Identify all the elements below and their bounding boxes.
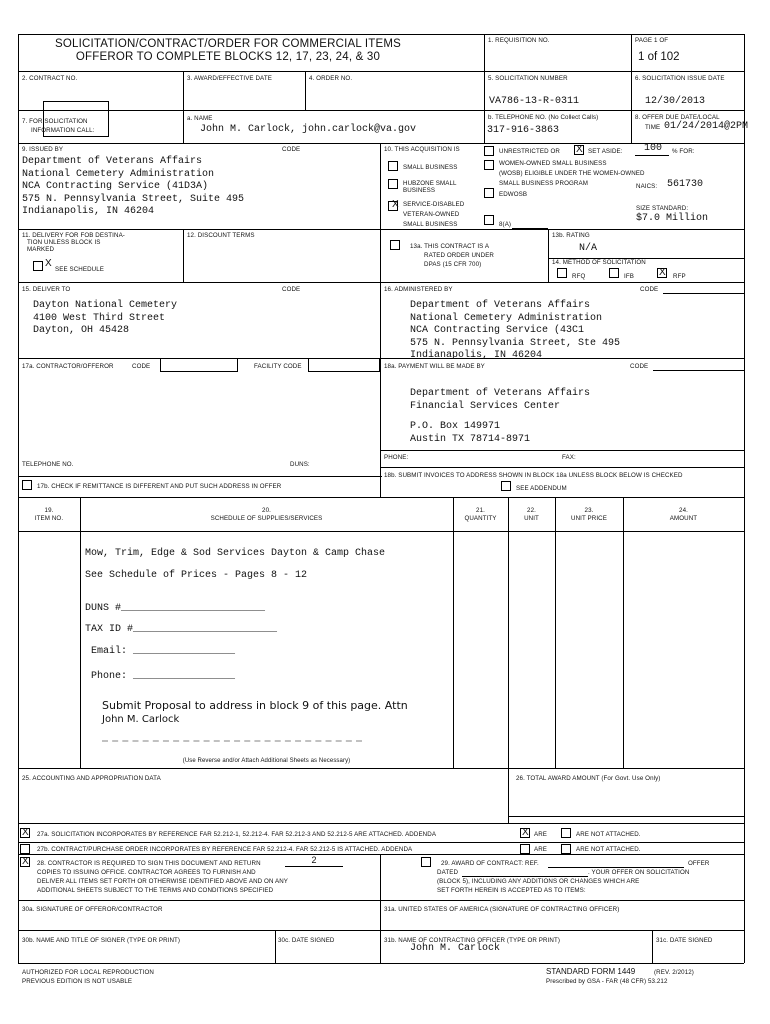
remittance-checkbox[interactable] bbox=[22, 480, 32, 490]
clause-27a-are-check-mark: X bbox=[522, 827, 529, 838]
sdvosb-label-2: VETERAN-OWNED bbox=[403, 211, 460, 218]
order-no-label: 4. ORDER NO. bbox=[309, 75, 353, 82]
col-unit-price-header: UNIT PRICE bbox=[571, 515, 607, 522]
prescribed-by: Prescribed by GSA - FAR (48 CFR) 53.212 bbox=[546, 978, 668, 985]
edwosb-checkbox[interactable] bbox=[484, 188, 494, 198]
address-line: P.O. Box 149971 bbox=[410, 421, 501, 432]
deliver-to-label: 15. DELIVER TO bbox=[22, 286, 71, 293]
hubzone-label-2: BUSINESS bbox=[403, 187, 436, 194]
rfq-label: RFQ bbox=[572, 273, 586, 280]
issued-by-code-label: CODE bbox=[282, 146, 301, 153]
col-quantity-number: 21. bbox=[476, 507, 485, 514]
method-solicitation-label: 14. METHOD OF SOLICITATION bbox=[552, 259, 646, 266]
col-unit-number: 22. bbox=[527, 507, 536, 514]
naics-label: NAICS: bbox=[636, 183, 658, 190]
rfq-checkbox[interactable] bbox=[557, 268, 567, 278]
size-standard-value[interactable]: $7.0 Million bbox=[636, 213, 709, 224]
contact-name[interactable]: John M. Carlock, john.carlock@va.gov bbox=[200, 124, 417, 135]
submit-proposal-attn: John M. Carlock bbox=[102, 714, 180, 725]
cutoff-text-remnant bbox=[102, 740, 362, 748]
hubzone-label: HUBZONE SMALL bbox=[403, 180, 457, 187]
eight-a-label: 8(A) bbox=[499, 221, 512, 228]
address-line: Indianapolis, IN 46204 bbox=[22, 206, 155, 217]
clause-28-check-mark: X bbox=[22, 856, 29, 867]
signature-offeror-label: 30a. SIGNATURE OF OFFEROR/CONTRACTOR bbox=[22, 906, 163, 913]
clause-28-line3: DELIVER ALL ITEMS SET FORTH OR OTHERWISE IDENTIFIED ABOVE AND ON ANY bbox=[37, 878, 289, 885]
rating-label: 13b. RATING bbox=[552, 232, 590, 239]
sdvosb-check-mark: X bbox=[392, 199, 399, 210]
col-item-no-number: 19. bbox=[44, 507, 54, 514]
accounting-label: 25. ACCOUNTING AND APPROPRIATION DATA bbox=[22, 775, 161, 782]
telephone-no-label: TELEPHONE NO. bbox=[22, 461, 74, 468]
issue-date-label: 6. SOLICITATION ISSUE DATE bbox=[635, 75, 725, 82]
see-schedule-check-mark: X bbox=[45, 258, 52, 269]
col-quantity-header: QUANTITY bbox=[464, 515, 497, 522]
administered-by-address bbox=[410, 300, 620, 363]
address-line: Austin TX 78714-8971 bbox=[410, 433, 531, 445]
submit-invoices-label: 18b. SUBMIT INVOICES TO ADDRESS SHOWN IN BLOCK 18a UNLESS BLOCK BELOW IS CHECKED bbox=[384, 472, 683, 479]
contracting-officer-label: 31b. NAME OF CONTRACTING OFFICER (TYPE OR PRINT) bbox=[384, 937, 560, 944]
footer-authorized: AUTHORIZED FOR LOCAL REPRODUCTION bbox=[22, 969, 154, 976]
name-label: a. NAME bbox=[187, 115, 213, 122]
address-line: NCA Contracting Service (43C1 bbox=[410, 325, 585, 336]
wosb-label: WOMEN-OWNED SMALL BUSINESS bbox=[499, 160, 607, 167]
administered-by-code-label: CODE bbox=[640, 286, 659, 293]
remittance-label: 17b. CHECK IF REMITTANCE IS DIFFERENT AND PUT SUCH ADDRESS IN OFFER bbox=[37, 483, 282, 490]
col-item-no-header: ITEM NO. bbox=[34, 515, 64, 522]
form-title-line2: OFFEROR TO COMPLETE BLOCKS 12, 17, 23, 24, & 30 bbox=[75, 51, 381, 63]
wosb-checkbox[interactable] bbox=[484, 160, 494, 170]
set-aside-label: SET ASIDE: bbox=[588, 148, 623, 155]
contracting-officer-name[interactable]: John M. Carlock bbox=[410, 943, 501, 954]
clause-29-line3: (BLOCK 5), INCLUDING ANY ADDITIONS OR CHANGES WHICH ARE bbox=[437, 878, 640, 885]
clause-27b-are-not-label: ARE NOT ATTACHED. bbox=[576, 846, 641, 853]
col-unit-price-number: 23. bbox=[584, 507, 594, 514]
set-aside-percent[interactable]: 100 bbox=[644, 143, 663, 154]
address-line: NCA Contracting Service (41D3A) bbox=[22, 181, 209, 192]
clause-27a-text: 27a. SOLICITATION INCORPORATES BY REFERENCE FAR 52.212-1, 52.212-4. FAR 52.212-3 AND 52.212-5 ARE ATTACHED. ADDENDA bbox=[37, 831, 437, 838]
clause-27a-are-not-checkbox[interactable] bbox=[561, 828, 571, 838]
requisition-no-label: 1. REQUISITION NO. bbox=[488, 37, 550, 44]
delivery-fob-label-2: TION UNLESS BLOCK IS bbox=[27, 239, 101, 246]
phone-label: PHONE: bbox=[384, 454, 409, 461]
see-schedule-checkbox[interactable] bbox=[33, 261, 43, 271]
clause-27b-checkbox[interactable] bbox=[20, 844, 30, 854]
rfp-check-mark: X bbox=[659, 267, 666, 278]
address-line: Financial Services Center bbox=[410, 400, 561, 412]
tax-id-field[interactable]: TAX ID #________________________ bbox=[85, 624, 278, 635]
award-date-label: 3. AWARD/EFFECTIVE DATE bbox=[187, 75, 272, 82]
size-standard-label: SIZE STANDARD: bbox=[636, 205, 689, 212]
standard-form-number: STANDARD FORM 1449 bbox=[546, 967, 636, 976]
issue-date[interactable]: 12/30/2013 bbox=[645, 96, 706, 107]
delivery-fob-label: 11. DELIVERY FOR FOB DESTINA- bbox=[22, 232, 125, 239]
wosb-label-2: (WOSB) ELIGIBLE UNDER THE WOMEN-OWNED bbox=[499, 170, 645, 177]
page-value: 1 of 102 bbox=[638, 51, 680, 63]
rated-order-label-3: DPAS (15 CFR 700) bbox=[424, 261, 482, 268]
address-line: Department of Veterans Affairs bbox=[22, 156, 203, 167]
copies-underline bbox=[285, 866, 343, 867]
information-call-label: INFORMATION CALL: bbox=[31, 127, 95, 134]
facility-code-label: FACILITY CODE bbox=[254, 363, 302, 370]
address-line: 575 N. Pennsylvania Street, Ste 495 bbox=[410, 337, 621, 349]
see-addendum-label: SEE ADDENDUM bbox=[516, 485, 567, 492]
sdvosb-label-3: SMALL BUSINESS bbox=[403, 221, 458, 228]
address-line: 575 N. Pennsylvania Street, Suite 495 bbox=[22, 193, 245, 205]
naics-value[interactable]: 561730 bbox=[667, 179, 704, 190]
acquisition-label: 10. THIS ACQUISITION IS bbox=[384, 146, 460, 153]
clause-28-line1: 28. CONTRACTOR IS REQUIRED TO SIGN THIS DOCUMENT AND RETURN bbox=[37, 860, 261, 867]
clause-28-line4: ADDITIONAL SHEETS SUBJECT TO THE TERMS AND CONDITIONS SPECIFIED bbox=[37, 887, 274, 894]
ref-underline bbox=[548, 867, 684, 868]
fax-label: FAX: bbox=[562, 454, 576, 461]
ifb-label: IFB bbox=[624, 273, 634, 280]
see-schedule-label: SEE SCHEDULE bbox=[55, 266, 104, 273]
facility-code-field[interactable] bbox=[308, 358, 380, 372]
offer-due-label: 8. OFFER DUE DATE/LOCAL bbox=[635, 114, 720, 121]
contract-no-label: 2. CONTRACT NO. bbox=[22, 75, 78, 82]
percent-underline bbox=[635, 155, 669, 156]
clause-29-your-offer: . YOUR OFFER ON SOLICITATION bbox=[588, 869, 690, 876]
payment-by-label: 18a. PAYMENT WILL BE MADE BY bbox=[384, 363, 485, 370]
unrestricted-checkbox[interactable] bbox=[484, 146, 494, 156]
address-line: National Cemetery Administration bbox=[410, 312, 603, 324]
address-line: Department of Veterans Affairs bbox=[410, 300, 591, 311]
clause-29-line4: SET FORTH HEREIN IS ACCEPTED AS TO ITEMS: bbox=[437, 887, 586, 894]
delivery-fob-label-3: MARKED bbox=[27, 246, 55, 253]
page-label: PAGE 1 OF bbox=[635, 37, 669, 44]
sdvosb-label: SERVICE-DISABLED bbox=[403, 201, 465, 208]
clause-29-offer: OFFER bbox=[688, 860, 710, 867]
date-signed-offeror-label: 30c. DATE SIGNED bbox=[278, 937, 335, 944]
clause-27b-text: 27b. CONTRACT/PURCHASE ORDER INCORPORATES BY REFERENCE FAR 52.212-4. FAR 52.212-5 IS ATTACHED. ADDENDA bbox=[37, 846, 413, 853]
solicitation-number-label: 5. SOLICITATION NUMBER bbox=[488, 75, 568, 82]
col-schedule-number: 20. bbox=[262, 507, 271, 514]
ifb-checkbox[interactable] bbox=[609, 268, 619, 278]
total-award-label: 26. TOTAL AWARD AMOUNT (For Govt. Use Only) bbox=[516, 775, 661, 782]
percent-for-label: % FOR: bbox=[672, 148, 695, 155]
telephone-label: b. TELEPHONE NO. (No Collect Calls) bbox=[488, 114, 599, 121]
footer-previous-edition: PREVIOUS EDITION IS NOT USABLE bbox=[22, 978, 133, 985]
schedule-service-description: Mow, Trim, Edge & Sod Services Dayton & Camp Chase bbox=[85, 548, 386, 559]
see-addendum-checkbox[interactable] bbox=[501, 481, 511, 491]
form-title-line1: SOLICITATION/CONTRACT/ORDER FOR COMMERCIAL ITEMS bbox=[54, 38, 402, 50]
clause-27a-check-mark: X bbox=[22, 827, 29, 838]
for-solicitation-label: 7. FOR SOLICITATION bbox=[22, 118, 88, 125]
col-unit-header: UNIT bbox=[524, 515, 539, 522]
reverse-note: (Use Reverse and/or Attach Additional Sheets as Necessary) bbox=[182, 758, 351, 764]
contractor-label: 17a. CONTRACTOR/OFFEROR bbox=[22, 363, 114, 370]
email-field[interactable]: Email: _________________ bbox=[85, 646, 236, 657]
unrestricted-label: UNRESTRICTED OR bbox=[499, 148, 560, 155]
set-aside-check-mark: X bbox=[576, 144, 583, 155]
clause-29-dated: DATED bbox=[437, 869, 459, 876]
col-amount-number: 24. bbox=[679, 507, 688, 514]
deliver-to-code-label: CODE bbox=[282, 286, 301, 293]
issued-by-label: 9. ISSUED BY bbox=[22, 146, 64, 153]
clause-27b-are-label: ARE bbox=[534, 846, 548, 853]
edwosb-label: EDWOSB bbox=[499, 191, 528, 198]
duns-field[interactable]: DUNS #________________________ bbox=[85, 603, 266, 614]
rated-order-checkbox[interactable] bbox=[390, 240, 400, 250]
discount-terms-label: 12. DISCOUNT TERMS bbox=[187, 232, 255, 239]
col-amount-header: AMOUNT bbox=[669, 515, 698, 522]
schedule-of-prices-note: See Schedule of Prices - Pages 8 - 12 bbox=[85, 570, 308, 581]
clause-28-copies[interactable]: 2 bbox=[311, 855, 317, 865]
small-business-label: SMALL BUSINESS bbox=[403, 164, 458, 171]
clause-27a-are-not-label: ARE NOT ATTACHED. bbox=[576, 831, 641, 838]
issued-by-address bbox=[22, 156, 244, 219]
clause-27a-are-label: ARE bbox=[534, 831, 548, 838]
duns-label: DUNS: bbox=[290, 461, 310, 468]
deliver-to-address bbox=[33, 300, 177, 338]
hubzone-checkbox[interactable] bbox=[388, 179, 398, 189]
rated-order-label-2: RATED ORDER UNDER bbox=[424, 252, 494, 259]
clause-29-line1: 29. AWARD OF CONTRACT: REF. bbox=[441, 860, 539, 867]
administered-code-underline bbox=[663, 293, 744, 294]
dated-underline bbox=[462, 876, 588, 877]
signer-name-label: 30b. NAME AND TITLE OF SIGNER (TYPE OR PRINT) bbox=[22, 937, 181, 944]
col-schedule-header: SCHEDULE OF SUPPLIES/SERVICES bbox=[210, 515, 323, 522]
signature-officer-label: 31a. UNITED STATES OF AMERICA (SIGNATURE OF CONTRACTING OFFICER) bbox=[384, 906, 620, 913]
address-line: 4100 West Third Street bbox=[33, 312, 166, 324]
solicitation-number[interactable]: VA786-13-R-0311 bbox=[489, 96, 580, 107]
address-line: National Cemetery Administration bbox=[22, 168, 215, 180]
rfp-label: RFP bbox=[673, 273, 686, 280]
offer-due-value[interactable]: 01/24/2014@2PM bbox=[664, 121, 749, 132]
administered-by-label: 16. ADMINISTERED BY bbox=[384, 286, 453, 293]
address-line: Indianapolis, IN 46204 bbox=[410, 350, 543, 361]
rated-order-label: 13a. THIS CONTRACT IS A bbox=[410, 243, 490, 250]
phone-field[interactable]: Phone: _________________ bbox=[85, 671, 236, 682]
clause-29-checkbox[interactable] bbox=[421, 857, 431, 867]
telephone-value[interactable]: 317-916-3863 bbox=[487, 125, 560, 136]
clause-27b-are-checkbox[interactable] bbox=[520, 844, 530, 854]
rating-value[interactable]: N/A bbox=[579, 243, 598, 254]
address-line: Department of Veterans Affairs bbox=[410, 388, 591, 399]
payment-code-underline bbox=[653, 370, 744, 371]
small-business-checkbox[interactable] bbox=[388, 161, 398, 171]
offer-due-time-label: TIME bbox=[645, 124, 661, 131]
contractor-code-field[interactable] bbox=[160, 358, 238, 372]
form-revision: (REV. 2/2012) bbox=[654, 969, 694, 976]
clause-27b-are-not-checkbox[interactable] bbox=[561, 844, 571, 854]
wosb-label-3: SMALL BUSINESS PROGRAM bbox=[499, 180, 588, 187]
address-line: Dayton National Cemetery bbox=[33, 300, 178, 311]
eight-a-checkbox[interactable] bbox=[484, 215, 494, 225]
contractor-code-label: CODE bbox=[132, 363, 151, 370]
eight-a-underline bbox=[512, 228, 548, 229]
date-signed-officer-label: 31c. DATE SIGNED bbox=[656, 937, 713, 944]
address-line bbox=[410, 413, 590, 421]
payment-address bbox=[410, 388, 590, 446]
submit-proposal-note: Submit Proposal to address in block 9 of this page. Attn bbox=[102, 699, 408, 712]
payment-code-label: CODE bbox=[630, 363, 649, 370]
address-line: Dayton, OH 45428 bbox=[33, 325, 130, 336]
clause-28-line2: COPIES TO ISSUING OFFICE. CONTRACTOR AGREES TO FURNISH AND bbox=[37, 869, 256, 876]
